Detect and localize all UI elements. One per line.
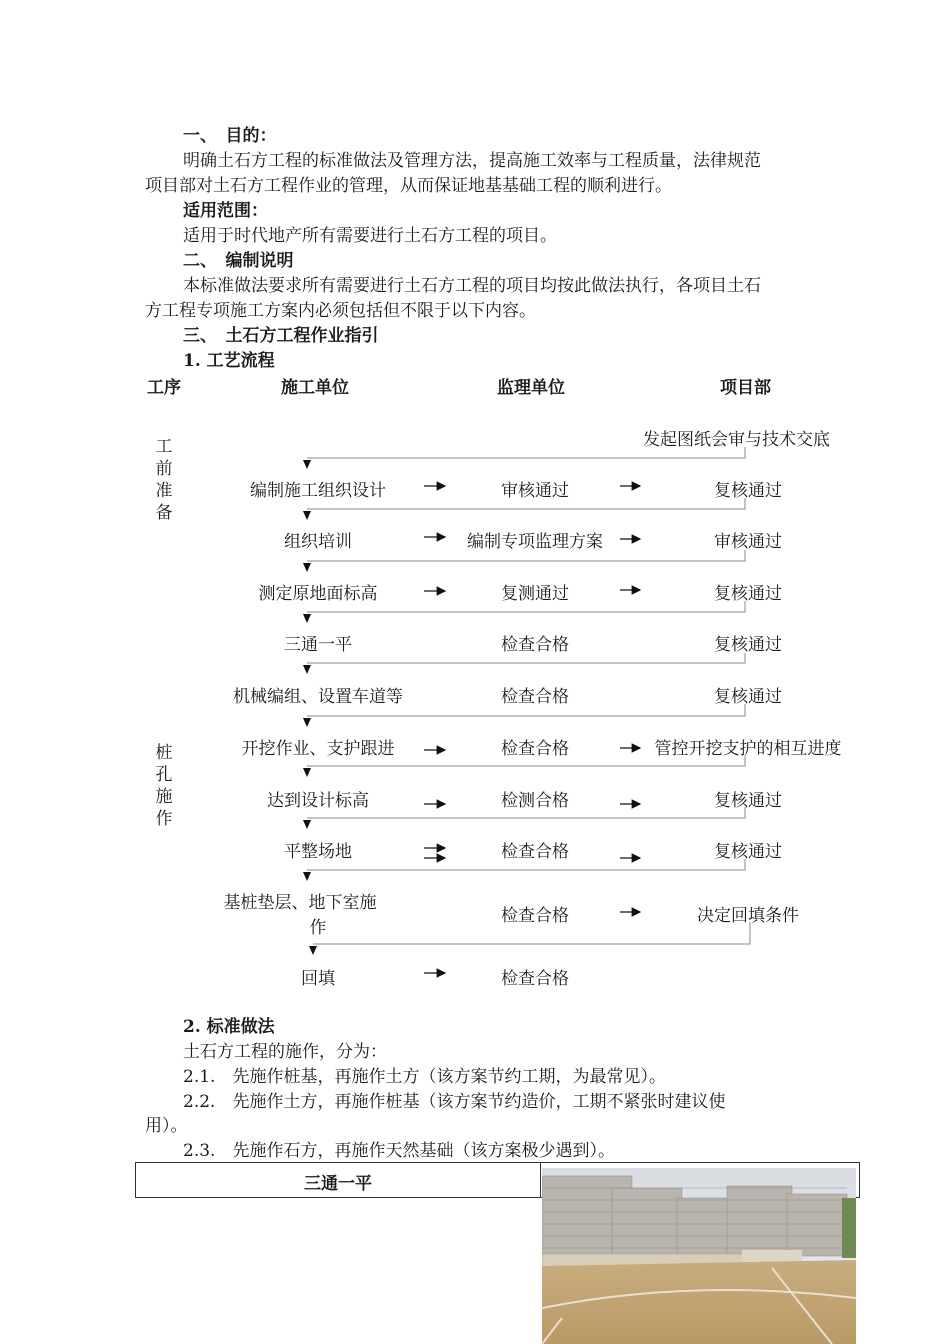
standard-practice-heading: 2. 标准做法 [183, 1017, 275, 1037]
flow-row-7-supervisor: 检测合格 [501, 791, 569, 811]
flow-row-8-project: 复核通过 [714, 842, 782, 862]
standard-item-1: 2.1. 先施作桩基，再施作土方（该方案节约工期，为最常见）。 [183, 1067, 666, 1087]
section-2-heading: 二、 编制说明 [183, 251, 294, 271]
flow-row-3-contractor: 测定原地面标高 [258, 584, 378, 604]
flow-row-1-contractor: 编制施工组织设计 [250, 481, 386, 501]
flow-row-9-supervisor: 检查合格 [501, 906, 569, 926]
flow-row-4-project: 复核通过 [714, 635, 782, 655]
flow-row-4-contractor: 三通一平 [284, 635, 352, 655]
standard-item-3: 2.3. 先施作石方，再施作天然基础（该方案极少遇到）。 [183, 1141, 615, 1161]
phase-label-preparation: 工 前 准 备 [155, 437, 173, 523]
flow-header-project-dept: 项目部 [720, 378, 771, 398]
phase-label-pile-construction: 桩 孔 施 作 [155, 743, 173, 829]
flow-row-7-contractor: 达到设计标高 [267, 791, 369, 811]
flow-row-9-contractor-cont: 作 [309, 918, 327, 938]
flow-row-2-supervisor: 编制专项监理方案 [467, 532, 603, 552]
table-divider [540, 1163, 541, 1197]
section-3-heading: 三、 土石方工程作业指引 [183, 326, 379, 346]
flow-row-5-supervisor: 检查合格 [501, 687, 569, 707]
flow-row-10-contractor: 回填 [301, 969, 335, 989]
flow-header-process: 工序 [147, 378, 181, 398]
section-1-heading: 一、 目的： [183, 126, 277, 146]
flow-row-9-project: 决定回填条件 [697, 906, 799, 926]
flow-row-3-supervisor: 复测通过 [501, 584, 569, 604]
flow-row-2-contractor: 组织培训 [284, 532, 352, 552]
flow-header-supervisor: 监理单位 [497, 378, 565, 398]
flow-row-5-contractor: 机械编组、设置车道等 [233, 687, 403, 707]
process-flow-heading: 1. 工艺流程 [183, 351, 275, 371]
flow-row-3-project: 复核通过 [714, 584, 782, 604]
flow-row-5-project: 复核通过 [714, 687, 782, 707]
flow-row-7-project: 复核通过 [714, 791, 782, 811]
flow-row-1-supervisor: 审核通过 [501, 481, 569, 501]
flow-row-6-supervisor: 检查合格 [501, 739, 569, 759]
flow-row-4-supervisor: 检查合格 [501, 635, 569, 655]
flow-row-10-supervisor: 检查合格 [501, 969, 569, 989]
table-cell-label: 三通一平 [304, 1174, 372, 1194]
scope-heading: 适用范围： [183, 201, 268, 221]
flow-row-1-project: 复核通过 [714, 481, 782, 501]
flow-header-contractor: 施工单位 [281, 378, 349, 398]
flow-row-8-supervisor: 检查合格 [501, 842, 569, 862]
flow-row-8-contractor: 平整场地 [284, 842, 352, 862]
flow-row-9-contractor: 基桩垫层、地下室施 [223, 893, 377, 913]
standard-intro: 土石方工程的施作，分为： [183, 1042, 387, 1062]
section-1-body-cont: 项目部对土石方工程作业的管理，从而保证地基基础工程的顺利进行。 [145, 176, 672, 196]
flow-start-node: 发起图纸会审与技术交底 [643, 430, 830, 450]
flow-row-6-contractor: 开挖作业、支护跟进 [241, 739, 395, 759]
flow-row-6-project: 管控开挖支护的相互进度 [654, 739, 842, 759]
flow-row-2-project: 审核通过 [714, 532, 782, 552]
section-2-body: 本标准做法要求所有需要进行土石方工程的项目均按此做法执行，各项目土石 [183, 276, 761, 296]
standard-item-2-cont: 用）。 [145, 1116, 188, 1136]
section-2-body-cont: 方工程专项施工方案内必须包括但不限于以下内容。 [145, 301, 536, 321]
site-photo [542, 1168, 856, 1344]
scope-body: 适用于时代地产所有需要进行土石方工程的项目。 [183, 226, 557, 246]
section-1-body: 明确土石方工程的标准做法及管理方法，提高施工效率与工程质量，法律规范 [183, 151, 761, 171]
standard-item-2: 2.2. 先施作土方，再施作桩基（该方案节约造价，工期不紧张时建议使 [183, 1092, 726, 1112]
